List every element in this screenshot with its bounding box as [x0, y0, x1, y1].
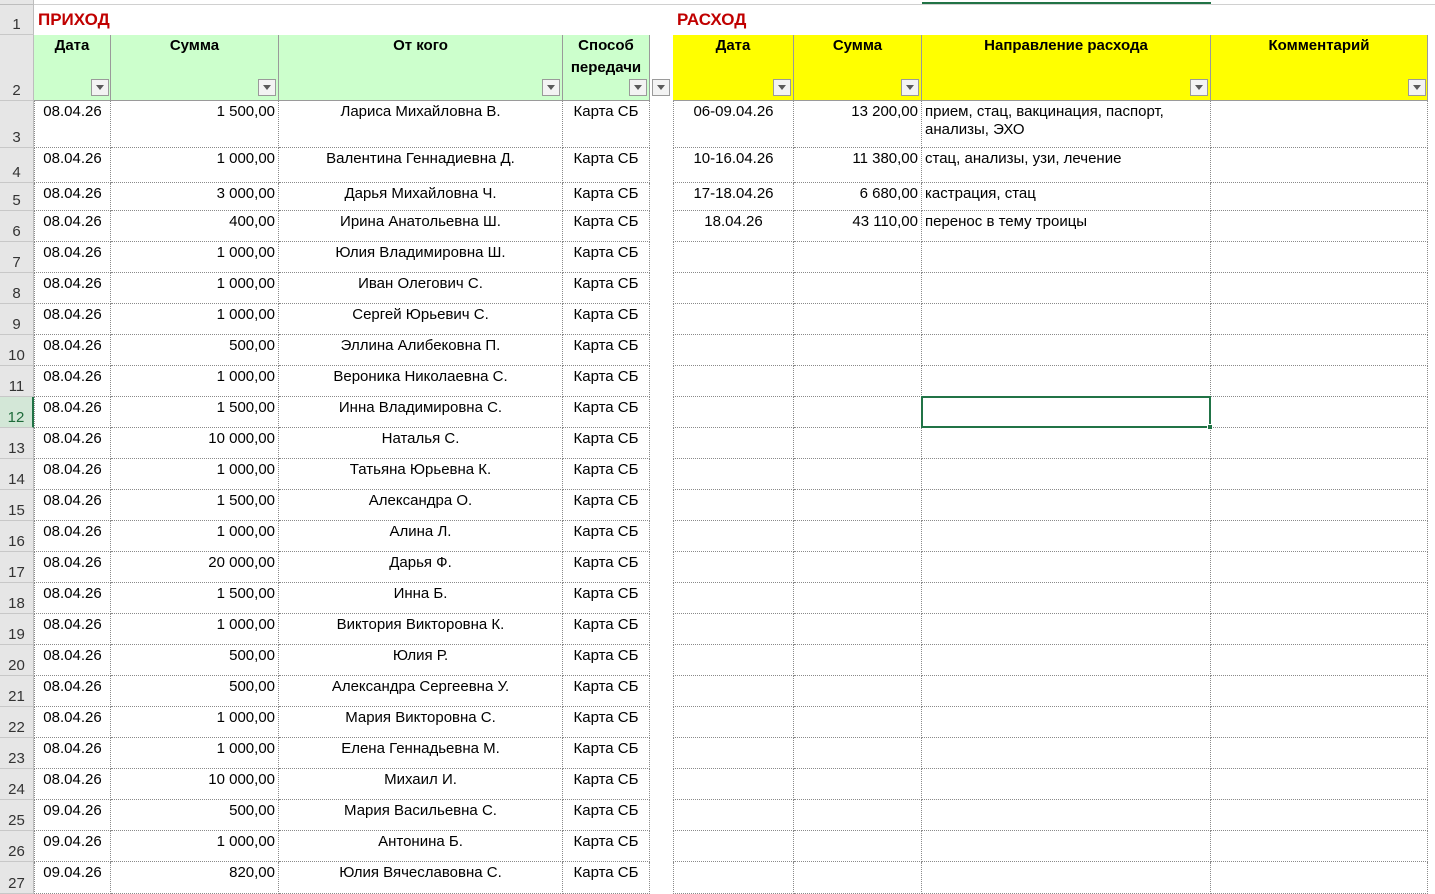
expense-cell[interactable] — [1211, 304, 1428, 335]
income-cell[interactable]: Наталья С. — [279, 428, 563, 459]
row-header-25[interactable]: 25 — [0, 800, 34, 831]
income-cell[interactable]: Карта СБ — [563, 614, 650, 645]
expense-cell[interactable] — [922, 738, 1211, 769]
income-cell[interactable]: Карта СБ — [563, 707, 650, 738]
expense-cell[interactable] — [794, 242, 922, 273]
income-cell[interactable]: Михаил И. — [279, 769, 563, 800]
expense-cell[interactable] — [922, 459, 1211, 490]
income-cell[interactable]: Карта СБ — [563, 101, 650, 148]
expense-cell[interactable] — [794, 397, 922, 428]
expense-cell[interactable] — [673, 335, 794, 366]
expense-cell[interactable] — [673, 645, 794, 676]
expense-cell[interactable] — [794, 831, 922, 862]
fill-handle[interactable] — [1207, 424, 1213, 430]
income-cell[interactable]: Карта СБ — [563, 183, 650, 211]
expense-cell[interactable] — [1211, 645, 1428, 676]
income-cell[interactable]: 08.04.26 — [34, 397, 111, 428]
expense-cell[interactable] — [922, 552, 1211, 583]
row-header-13[interactable]: 13 — [0, 428, 34, 459]
expense-cell[interactable] — [673, 304, 794, 335]
expense-cell[interactable] — [794, 428, 922, 459]
expense-cell[interactable] — [922, 583, 1211, 614]
expense-cell[interactable] — [794, 459, 922, 490]
expense-cell[interactable] — [794, 707, 922, 738]
income-cell[interactable]: 09.04.26 — [34, 862, 111, 894]
income-cell[interactable]: 08.04.26 — [34, 490, 111, 521]
income-cell[interactable]: Александра Сергеевна У. — [279, 676, 563, 707]
income-cell[interactable]: Карта СБ — [563, 800, 650, 831]
income-cell[interactable]: 08.04.26 — [34, 738, 111, 769]
row-header-3[interactable]: 3 — [0, 101, 34, 148]
row-header-22[interactable]: 22 — [0, 707, 34, 738]
row-header-16[interactable]: 16 — [0, 521, 34, 552]
expense-cell[interactable] — [673, 521, 794, 552]
expense-header-direction[interactable]: Направление расхода — [922, 35, 1211, 101]
income-cell[interactable]: Карта СБ — [563, 831, 650, 862]
filter-button-expense-header-amount[interactable] — [901, 79, 919, 96]
income-cell[interactable]: 820,00 — [111, 862, 279, 894]
expense-cell[interactable] — [794, 645, 922, 676]
income-cell[interactable]: Карта СБ — [563, 769, 650, 800]
row-header-14[interactable]: 14 — [0, 459, 34, 490]
row-header-1[interactable]: 1 — [0, 5, 34, 35]
chevron-down-icon — [263, 85, 271, 90]
expense-cell[interactable]: 17-18.04.26 — [673, 183, 794, 211]
income-cell[interactable]: 08.04.26 — [34, 707, 111, 738]
income-cell[interactable]: Карта СБ — [563, 397, 650, 428]
filter-button-expense-header-date[interactable] — [773, 79, 791, 96]
income-cell[interactable]: 08.04.26 — [34, 459, 111, 490]
expense-cell[interactable] — [794, 366, 922, 397]
income-cell[interactable]: 08.04.26 — [34, 366, 111, 397]
income-cell[interactable]: 3 000,00 — [111, 183, 279, 211]
expense-cell[interactable] — [1211, 831, 1428, 862]
filter-button-income-header-from[interactable] — [542, 79, 560, 96]
income-cell[interactable]: 1 000,00 — [111, 707, 279, 738]
income-cell[interactable]: Виктория Викторовна К. — [279, 614, 563, 645]
expense-cell[interactable] — [1211, 397, 1428, 428]
expense-cell[interactable]: 06-09.04.26 — [673, 101, 794, 148]
expense-cell[interactable] — [922, 366, 1211, 397]
income-cell[interactable]: Карта СБ — [563, 490, 650, 521]
income-cell[interactable]: Карта СБ — [563, 738, 650, 769]
expense-cell[interactable] — [673, 366, 794, 397]
expense-cell[interactable] — [673, 769, 794, 800]
expense-cell[interactable] — [922, 273, 1211, 304]
expense-cell[interactable] — [794, 800, 922, 831]
row-header-15[interactable]: 15 — [0, 490, 34, 521]
income-cell[interactable]: Вероника Николаевна С. — [279, 366, 563, 397]
expense-cell[interactable] — [673, 552, 794, 583]
expense-cell[interactable] — [794, 583, 922, 614]
expense-cell[interactable] — [794, 335, 922, 366]
income-cell[interactable]: 10 000,00 — [111, 428, 279, 459]
expense-cell[interactable]: кастрация, стац — [922, 183, 1211, 211]
income-cell[interactable]: Инна Б. — [279, 583, 563, 614]
income-cell[interactable]: Антонина Б. — [279, 831, 563, 862]
income-cell[interactable]: Карта СБ — [563, 273, 650, 304]
income-cell[interactable]: 1 500,00 — [111, 490, 279, 521]
expense-cell[interactable] — [1211, 366, 1428, 397]
column-header-strip — [34, 0, 1435, 5]
expense-cell[interactable] — [922, 800, 1211, 831]
income-cell[interactable]: Эллина Алибековна П. — [279, 335, 563, 366]
income-header-from[interactable]: От кого — [279, 35, 563, 101]
expense-cell[interactable] — [673, 707, 794, 738]
income-cell[interactable]: 500,00 — [111, 676, 279, 707]
chevron-down-icon — [634, 85, 642, 90]
expense-title: РАСХОД — [677, 10, 747, 29]
income-cell[interactable]: Карта СБ — [563, 211, 650, 242]
expense-cell[interactable] — [922, 335, 1211, 366]
expense-cell[interactable] — [1211, 552, 1428, 583]
row-header-2[interactable]: 2 — [0, 35, 34, 101]
row-header-20[interactable]: 20 — [0, 645, 34, 676]
expense-cell[interactable] — [922, 645, 1211, 676]
income-cell[interactable]: 08.04.26 — [34, 335, 111, 366]
filter-button-expense-header-direction[interactable] — [1190, 79, 1208, 96]
income-cell[interactable]: 08.04.26 — [34, 148, 111, 183]
expense-cell[interactable] — [922, 521, 1211, 552]
income-cell[interactable]: 1 000,00 — [111, 242, 279, 273]
expense-cell[interactable] — [794, 490, 922, 521]
expense-cell[interactable] — [1211, 459, 1428, 490]
income-cell[interactable]: Юлия Владимировна Ш. — [279, 242, 563, 273]
selected-column-indicator — [922, 0, 1211, 4]
corner-cell[interactable] — [0, 0, 34, 5]
income-cell[interactable]: Юлия Р. — [279, 645, 563, 676]
expense-cell[interactable] — [1211, 211, 1428, 242]
chevron-down-icon — [1195, 85, 1203, 90]
expense-cell[interactable] — [673, 614, 794, 645]
expense-cell[interactable] — [922, 831, 1211, 862]
row-header-18[interactable]: 18 — [0, 583, 34, 614]
income-cell[interactable]: 500,00 — [111, 800, 279, 831]
expense-cell[interactable] — [673, 800, 794, 831]
income-cell[interactable]: 1 000,00 — [111, 459, 279, 490]
expense-cell[interactable] — [794, 273, 922, 304]
income-cell[interactable]: 1 500,00 — [111, 101, 279, 148]
income-header-amount[interactable]: Сумма — [111, 35, 279, 101]
income-header-date[interactable]: Дата — [34, 35, 111, 101]
income-cell[interactable]: 08.04.26 — [34, 211, 111, 242]
expense-cell[interactable]: 10-16.04.26 — [673, 148, 794, 183]
expense-cell[interactable] — [673, 862, 794, 894]
income-cell[interactable]: Алина Л. — [279, 521, 563, 552]
income-cell[interactable]: Дарья Михайловна Ч. — [279, 183, 563, 211]
expense-cell[interactable] — [1211, 183, 1428, 211]
income-cell[interactable]: Карта СБ — [563, 459, 650, 490]
income-cell[interactable]: 08.04.26 — [34, 242, 111, 273]
expense-cell[interactable]: 13 200,00 — [794, 101, 922, 148]
row-header-7[interactable]: 7 — [0, 242, 34, 273]
income-cell[interactable]: 1 000,00 — [111, 614, 279, 645]
income-cell[interactable]: Карта СБ — [563, 645, 650, 676]
income-cell[interactable]: 08.04.26 — [34, 101, 111, 148]
expense-cell[interactable] — [673, 490, 794, 521]
expense-cell[interactable] — [794, 769, 922, 800]
income-cell[interactable]: 08.04.26 — [34, 428, 111, 459]
expense-cell[interactable] — [1211, 490, 1428, 521]
income-cell[interactable]: 08.04.26 — [34, 583, 111, 614]
income-cell[interactable]: 08.04.26 — [34, 304, 111, 335]
income-cell[interactable]: Карта СБ — [563, 242, 650, 273]
expense-cell[interactable] — [922, 242, 1211, 273]
expense-cell[interactable]: 11 380,00 — [794, 148, 922, 183]
expense-cell[interactable] — [922, 428, 1211, 459]
income-cell[interactable]: Карта СБ — [563, 862, 650, 894]
expense-cell[interactable] — [1211, 769, 1428, 800]
expense-cell[interactable] — [673, 676, 794, 707]
income-cell[interactable]: 10 000,00 — [111, 769, 279, 800]
chevron-down-icon — [906, 85, 914, 90]
row-header-24[interactable]: 24 — [0, 769, 34, 800]
income-cell[interactable]: 20 000,00 — [111, 552, 279, 583]
expense-cell[interactable] — [1211, 242, 1428, 273]
filter-button-income-header-date[interactable] — [91, 79, 109, 96]
income-cell[interactable]: Сергей Юрьевич С. — [279, 304, 563, 335]
income-cell[interactable]: Валентина Геннадиевна Д. — [279, 148, 563, 183]
income-cell[interactable]: Карта СБ — [563, 304, 650, 335]
expense-cell[interactable] — [794, 521, 922, 552]
income-cell[interactable]: 09.04.26 — [34, 800, 111, 831]
expense-cell[interactable] — [1211, 738, 1428, 769]
row-header-10[interactable]: 10 — [0, 335, 34, 366]
expense-cell[interactable] — [1211, 101, 1428, 148]
row-header-27[interactable]: 27 — [0, 862, 34, 894]
expense-cell[interactable] — [673, 583, 794, 614]
expense-cell[interactable] — [673, 428, 794, 459]
income-cell[interactable]: Карта СБ — [563, 583, 650, 614]
expense-cell[interactable]: 43 110,00 — [794, 211, 922, 242]
income-cell[interactable]: 1 000,00 — [111, 304, 279, 335]
income-cell[interactable]: 500,00 — [111, 645, 279, 676]
income-cell[interactable]: 08.04.26 — [34, 521, 111, 552]
chevron-down-icon — [96, 85, 104, 90]
filter-button-income-header-method[interactable] — [629, 79, 647, 96]
expense-cell[interactable] — [922, 769, 1211, 800]
expense-cell[interactable] — [673, 242, 794, 273]
expense-cell[interactable] — [1211, 148, 1428, 183]
income-cell[interactable]: 08.04.26 — [34, 676, 111, 707]
row-header-4[interactable]: 4 — [0, 148, 34, 183]
income-cell[interactable]: 08.04.26 — [34, 183, 111, 211]
income-cell[interactable]: Мария Васильевна С. — [279, 800, 563, 831]
income-cell[interactable]: Юлия Вячеславовна С. — [279, 862, 563, 894]
income-cell[interactable]: 1 500,00 — [111, 397, 279, 428]
income-cell[interactable]: 1 000,00 — [111, 831, 279, 862]
income-cell[interactable]: Карта СБ — [563, 552, 650, 583]
income-cell[interactable]: Инна Владимировна С. — [279, 397, 563, 428]
income-cell[interactable]: Карта СБ — [563, 366, 650, 397]
expense-cell[interactable] — [794, 614, 922, 645]
row-header-12[interactable]: 12 — [0, 397, 34, 428]
filter-button-income-extra[interactable] — [652, 79, 670, 96]
expense-cell[interactable]: стац, анализы, узи, лечение — [922, 148, 1211, 183]
expense-cell[interactable] — [1211, 273, 1428, 304]
expense-cell[interactable]: 18.04.26 — [673, 211, 794, 242]
income-cell[interactable]: 08.04.26 — [34, 645, 111, 676]
income-cell[interactable]: Мария Викторовна С. — [279, 707, 563, 738]
income-title: ПРИХОД — [38, 10, 110, 29]
expense-cell[interactable] — [794, 304, 922, 335]
income-cell[interactable]: 1 000,00 — [111, 273, 279, 304]
income-cell[interactable]: Дарья Ф. — [279, 552, 563, 583]
expense-cell[interactable] — [922, 614, 1211, 645]
expense-cell[interactable] — [1211, 676, 1428, 707]
income-cell[interactable]: Александра О. — [279, 490, 563, 521]
row-header-19[interactable]: 19 — [0, 614, 34, 645]
income-cell[interactable]: Лариса Михайловна В. — [279, 101, 563, 148]
income-cell[interactable]: 08.04.26 — [34, 273, 111, 304]
income-cell[interactable]: 08.04.26 — [34, 552, 111, 583]
filter-button-income-header-amount[interactable] — [258, 79, 276, 96]
chevron-down-icon — [1413, 85, 1421, 90]
income-cell[interactable]: Иван Олегович С. — [279, 273, 563, 304]
expense-cell[interactable]: 6 680,00 — [794, 183, 922, 211]
row-header-23[interactable]: 23 — [0, 738, 34, 769]
expense-cell[interactable] — [673, 273, 794, 304]
income-cell[interactable]: Карта СБ — [563, 521, 650, 552]
income-cell[interactable]: 400,00 — [111, 211, 279, 242]
row-header-11[interactable]: 11 — [0, 366, 34, 397]
expense-cell[interactable] — [922, 862, 1211, 894]
chevron-down-icon — [778, 85, 786, 90]
income-cell[interactable]: 08.04.26 — [34, 614, 111, 645]
income-cell[interactable]: 08.04.26 — [34, 769, 111, 800]
expense-header-amount[interactable]: Сумма — [794, 35, 922, 101]
row-header-17[interactable]: 17 — [0, 552, 34, 583]
expense-cell[interactable] — [1211, 335, 1428, 366]
expense-cell[interactable] — [1211, 583, 1428, 614]
expense-cell[interactable] — [673, 397, 794, 428]
income-cell[interactable]: Ирина Анатольевна Ш. — [279, 211, 563, 242]
expense-cell[interactable] — [1211, 800, 1428, 831]
row-header-5[interactable]: 5 — [0, 183, 34, 211]
income-cell[interactable]: Татьяна Юрьевна К. — [279, 459, 563, 490]
income-cell[interactable]: 500,00 — [111, 335, 279, 366]
filter-button-expense-header-comment[interactable] — [1408, 79, 1426, 96]
expense-cell[interactable] — [673, 738, 794, 769]
income-cell[interactable]: 09.04.26 — [34, 831, 111, 862]
expense-cell[interactable] — [922, 490, 1211, 521]
expense-cell[interactable] — [673, 459, 794, 490]
expense-cell[interactable] — [794, 862, 922, 894]
income-cell[interactable]: 1 000,00 — [111, 521, 279, 552]
expense-cell[interactable] — [673, 831, 794, 862]
income-cell[interactable]: Елена Геннадьевна М. — [279, 738, 563, 769]
row-header-9[interactable]: 9 — [0, 304, 34, 335]
expense-cell[interactable] — [794, 738, 922, 769]
expense-cell[interactable] — [922, 304, 1211, 335]
expense-cell[interactable] — [794, 552, 922, 583]
income-header-method[interactable]: Способ передачи — [563, 35, 650, 101]
income-cell[interactable]: Карта СБ — [563, 676, 650, 707]
row-header-21[interactable]: 21 — [0, 676, 34, 707]
expense-cell[interactable] — [922, 676, 1211, 707]
income-cell[interactable]: Карта СБ — [563, 428, 650, 459]
expense-cell[interactable] — [1211, 707, 1428, 738]
income-cell[interactable]: 1 000,00 — [111, 738, 279, 769]
expense-cell[interactable] — [1211, 614, 1428, 645]
expense-header-date[interactable]: Дата — [673, 35, 794, 101]
income-cell[interactable]: Карта СБ — [563, 148, 650, 183]
income-cell[interactable]: Карта СБ — [563, 335, 650, 366]
expense-cell[interactable] — [1211, 521, 1428, 552]
expense-header-comment[interactable]: Комментарий — [1211, 35, 1428, 101]
expense-cell[interactable]: прием, стац, вакцинация, паспорт, анализы, ЭХО — [922, 101, 1211, 148]
income-cell[interactable]: 1 500,00 — [111, 583, 279, 614]
income-cell[interactable]: 1 000,00 — [111, 366, 279, 397]
expense-cell[interactable] — [1211, 862, 1428, 894]
expense-cell[interactable]: перенос в тему троицы — [922, 211, 1211, 242]
row-header-26[interactable]: 26 — [0, 831, 34, 862]
row-header-8[interactable]: 8 — [0, 273, 34, 304]
expense-cell[interactable] — [794, 676, 922, 707]
expense-cell[interactable] — [1211, 428, 1428, 459]
income-cell[interactable]: 1 000,00 — [111, 148, 279, 183]
chevron-down-icon — [657, 85, 665, 90]
active-cell-selection[interactable] — [921, 396, 1211, 428]
chevron-down-icon — [547, 85, 555, 90]
row-header-6[interactable]: 6 — [0, 211, 34, 242]
expense-cell[interactable] — [922, 707, 1211, 738]
